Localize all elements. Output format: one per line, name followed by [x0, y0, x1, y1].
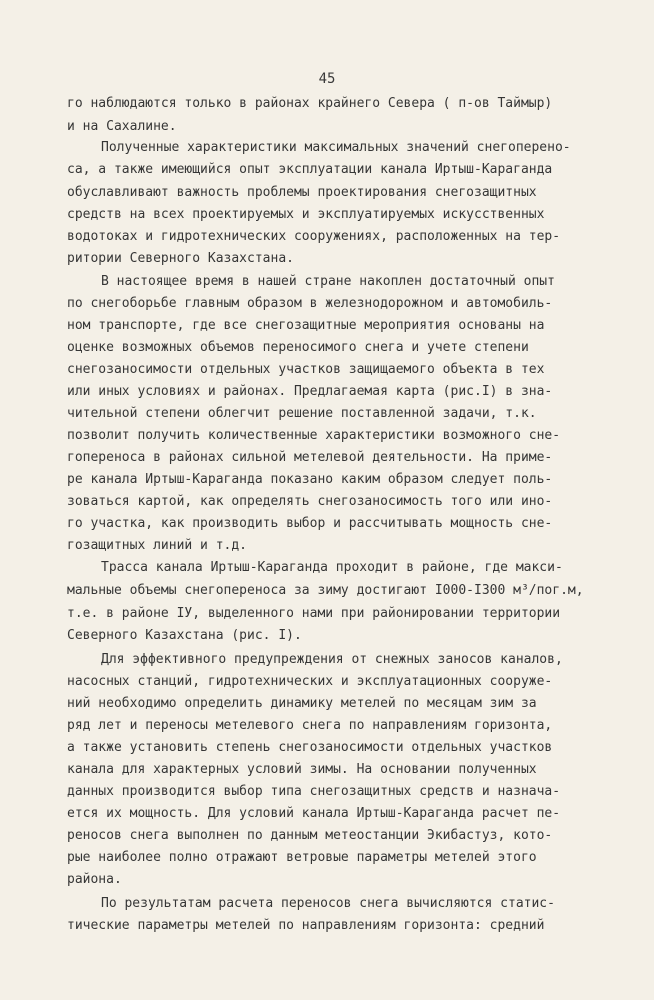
text-line: Полученные характеристики максимальных значений снегоперено- [101, 140, 571, 155]
text-line: В настоящее время в нашей стране накоплен достаточный опыт [101, 274, 555, 289]
text-line: позволит получить количественные характеристики возможного сне- [67, 428, 561, 443]
text-line: канала для характерных условий зимы. На основании полученных [67, 762, 537, 777]
text-line: и на Сахалине. [67, 119, 177, 134]
page-number: 45 [318, 71, 336, 87]
text-line: рые наиболее полно отражают ветровые параметры метелей этого [67, 850, 537, 865]
text-line: данных производится выбор типа снегозащитных средств и назнача- [67, 784, 561, 799]
text-line: района. [67, 872, 122, 887]
text-line: снегозаносимости отдельных участков защищаемого объекта в тех [67, 362, 545, 377]
text-line: гозащитных линий и т.д. [67, 538, 248, 553]
text-line: чительной степени облегчит решение поставленной задачи, т.к. [67, 406, 537, 421]
text-line: мальные объемы снегопереноса за зиму достигают I000-I300 м³/пог.м, [67, 583, 584, 598]
text-line: реносов снега выполнен по данным метеостанции Экибастуз, кото- [67, 828, 553, 843]
text-line: обуславливают важность проблемы проектирования снегозащитных [67, 185, 537, 200]
text-line: ном транспорте, где все снегозащитные мероприятия основаны на [67, 318, 545, 333]
text-line: ний необходимо определить динамику метелей по месяцам зим за [67, 696, 537, 711]
text-line: ритории Северного Казахстана. [67, 251, 294, 266]
text-line: водотоках и гидротехнических сооружениях, расположенных на тер- [67, 229, 561, 244]
text-line: насосных станций, гидротехнических и эксплуатационных сооруже- [67, 674, 553, 689]
text-line: Для эффективного предупреждения от снежных заносов каналов, [101, 652, 563, 667]
text-line: Трасса канала Иртыш-Караганда проходит в районе, где макси- [101, 560, 563, 575]
text-line: тические параметры метелей по направлениям горизонта: средний [67, 918, 545, 933]
text-line: ряд лет и переносы метелевого снега по направлениям горизонта, [67, 718, 553, 733]
text-line: го наблюдаются только в районах крайнего Севера ( п-ов Таймыр) [67, 96, 553, 111]
text-line: Северного Казахстана (рис. I). [67, 628, 302, 643]
text-line: ре канала Иртыш-Караганда показано каким образом следует поль- [67, 472, 553, 487]
text-line: т.е. в районе IУ, выделенного нами при районировании территории [67, 606, 561, 621]
text-line: ется их мощность. Для условий канала Иртыш-Караганда расчет пе- [67, 806, 561, 821]
text-line: средств на всех проектируемых и эксплуатируемых искусственных [67, 207, 545, 222]
text-line: зоваться картой, как определять снегозаносимость того или ино- [67, 494, 553, 509]
text-line: оценке возможных объемов переносимого снега и учете степени [67, 340, 529, 355]
text-line: по снегоборьбе главным образом в железнодорожном и автомобиль- [67, 296, 553, 311]
text-line: а также установить степень снегозаносимости отдельных участков [67, 740, 553, 755]
text-line: По результатам расчета переносов снега вычисляются статис- [101, 896, 555, 911]
text-line: гопереноса в районах сильной метелевой деятельности. На приме- [67, 450, 553, 465]
text-line: са, а также имеющийся опыт эксплуатации канала Иртыш-Караганда [67, 162, 553, 177]
text-line: го участка, как производить выбор и рассчитывать мощность сне- [67, 516, 553, 531]
text-line: или иных условиях и районах. Предлагаемая карта (рис.I) в зна- [67, 384, 553, 399]
